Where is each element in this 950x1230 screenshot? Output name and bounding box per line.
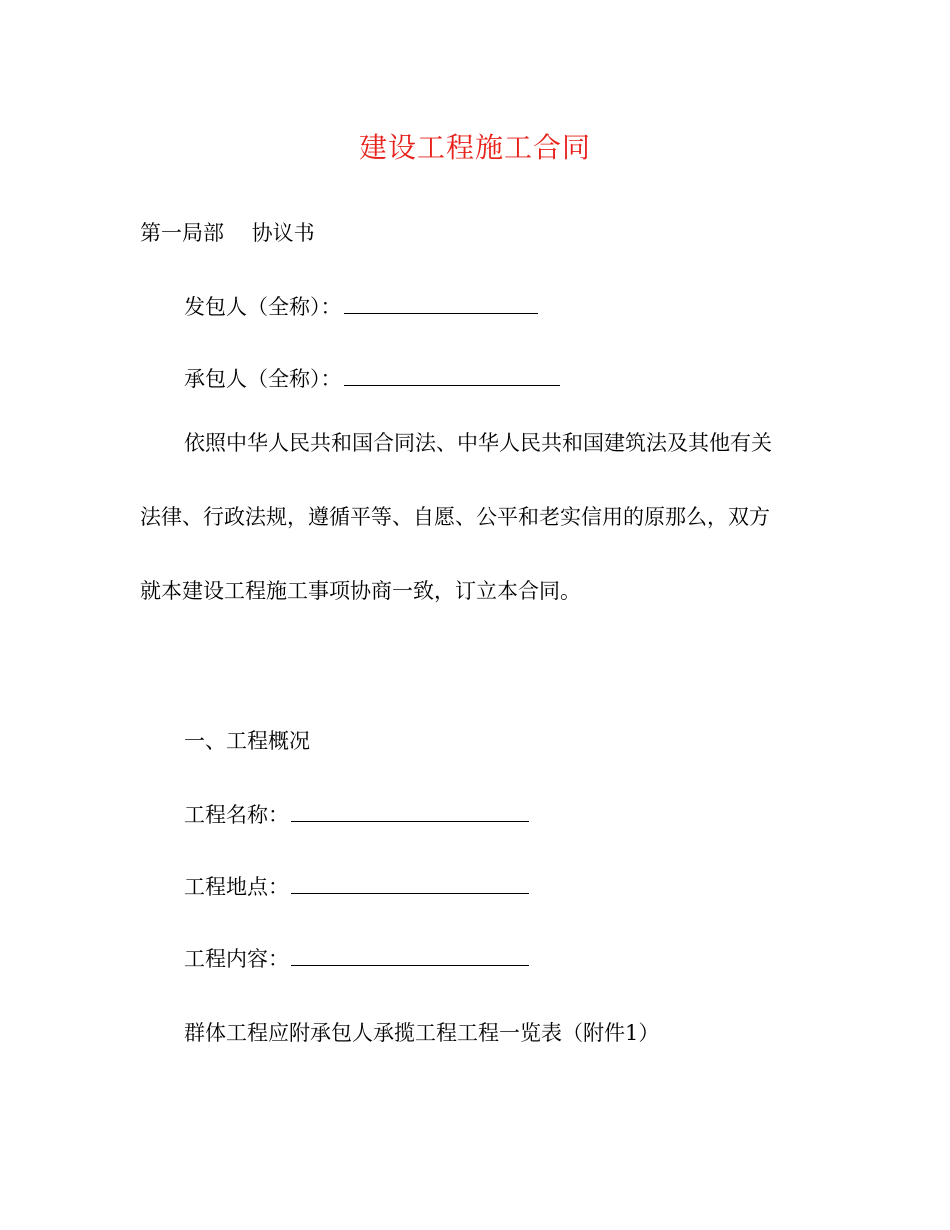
- employer-line: [184, 292, 538, 322]
- preamble-paragraph: [140, 428, 800, 650]
- project-content-label: 工程内容：: [184, 947, 289, 971]
- contractor-blank: [344, 365, 560, 386]
- preamble-line-2: 法律、行政法规，遵循平等、自愿、公平和老实信用的原那么，双方: [140, 505, 770, 529]
- preamble-line-3: 就本建设工程施工事项协商一致，订立本合同。: [140, 579, 581, 603]
- project-name-label: 工程名称：: [184, 803, 289, 827]
- project-location-line: [184, 872, 529, 902]
- project-name-line: [184, 800, 529, 830]
- project-location-label: 工程地点：: [184, 875, 289, 899]
- employer-blank: [344, 293, 538, 314]
- project-location-blank: [291, 873, 529, 894]
- group-project-note: 群体工程应附承包人承揽工程工程一览表（附件1）: [184, 1021, 660, 1045]
- document-title: 建设工程施工合同: [358, 131, 591, 164]
- part-heading: 第一局部 协议书: [140, 221, 315, 245]
- preamble-line-1: 依照中华人民共和国合同法、中华人民共和国建筑法及其他有关: [184, 431, 772, 455]
- project-name-blank: [291, 801, 529, 822]
- contractor-line: [184, 364, 560, 394]
- contractor-label: 承包人（全称）：: [184, 367, 342, 391]
- employer-label: 发包人（全称）：: [184, 295, 342, 319]
- project-content-blank: [291, 945, 529, 966]
- project-content-line: [184, 944, 529, 974]
- section-one-heading: 一、工程概况: [184, 729, 310, 753]
